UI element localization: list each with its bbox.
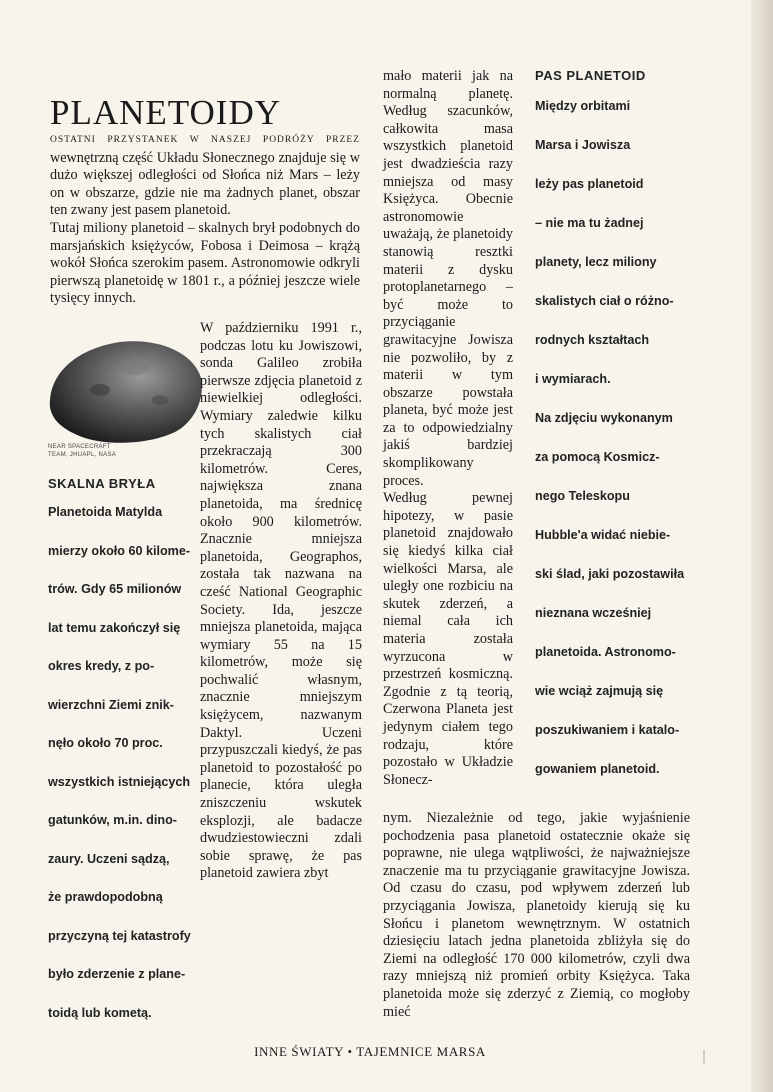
left-sidebar — [48, 476, 191, 1044]
right-sidebar-line: gowaniem planetoid. — [535, 762, 660, 776]
left-sidebar-line: toidą lub kometą. — [48, 1005, 152, 1020]
asteroid-photo — [40, 330, 208, 450]
right-sidebar-line: leży pas planetoid — [535, 177, 644, 191]
left-sidebar-line: trów. Gdy 65 milionów — [48, 582, 182, 596]
right-sidebar — [535, 68, 684, 801]
left-sidebar-line: że prawdopodobną — [48, 890, 163, 904]
column-2-text: W październiku 1991 r., podczas lotu ku Jowiszowi, sonda Galileo zrobiła pierwsze zdjęcia planetoid z niewielkiej odległości. Wymiary zaledwie kilku tych skalistych ciał przekraczają 300 kilometrów. Ceres, największa znana planetoida, ma średnicę około 900 kilometrów. Znacznie mniejsza planetoida, Geographos, została tak nazwana na cześć National Geographic Society. Ida, jeszcze mniejsza planetoida, mająca wymiary 55 na 15 kilometrów, może się pochwalić własnym, znacznie mniejszym księżycem, nazwanym Daktyl. Uczeni przypuszczali kiedyś, że pas planetoid to pozostałość po planecie, która uległa zniszczeniu wskutek eksplozji, ale badacze dwudziestowieczni zdali sobie sprawę, że pas planetoid zawiera zbyt — [200, 320, 362, 882]
lead-smallcaps: OSTATNI PRZYSTANEK W NASZEJ PODRÓŻY PRZEZ — [50, 135, 360, 145]
right-sidebar-line: nieznana wcześniej — [535, 606, 652, 620]
left-sidebar-line: gatunków, m.in. dino- — [48, 813, 177, 827]
page-mark — [703, 1050, 705, 1064]
left-sidebar-line: było zderzenie z plane- — [48, 967, 186, 981]
right-sidebar-line: Na zdjęciu wykonanym — [535, 411, 673, 425]
left-sidebar-line: przyczyną tej katastrofy — [48, 928, 191, 943]
right-sidebar-line: Marsa i Jowisza — [535, 138, 631, 152]
right-sidebar-line: i wymiarach. — [535, 372, 611, 386]
right-sidebar-line: wie wciąż zajmują się — [535, 684, 664, 698]
lead-body-2: Tutaj miliony planetoid – skalnych brył podobnych do marsjańskich księżyców, Fobosa i Deimosa – krążą wokół Słońca szerokim pasem. Astronomowie odkryli pierwszą planetoidę w 1801 r., a później jeszcze wiele tysięcy innych. — [50, 219, 360, 307]
col3-para-1: mało materii jak na normalną planetę. Według szacunków, całkowita masa wszystkich planetoid jest dwadzieścia razy mniejsza od masy Księżyca. Obecnie astronomowie uważają, że planetoidy stanowią resztki materii z dysku protoplanetarnego – być może to przyciąganie grawitacyjne Jowisza nie pozwoliło, by z materii w tym obszarze powstała planeta, być może jest za to odpowiedzialny jakiś bardziej skomplikowany proces. — [383, 68, 513, 489]
left-sidebar-line: Planetoida Matylda — [48, 505, 163, 519]
right-sidebar-line: Między orbitami — [535, 99, 631, 113]
right-sidebar-line: rodnych kształtach — [535, 333, 650, 347]
left-sidebar-line: mierzy około 60 kilome- — [48, 543, 191, 558]
left-sidebar-line: wierzchni Ziemi znik- — [48, 697, 174, 712]
lead-paragraph — [50, 130, 360, 308]
bottom-paragraph: nym. Niezależnie od tego, jakie wyjaśnienie pochodzenia pasa planetoid ostatecznie okaże się poprawne, nie ulega wątpliwości, że najważniejsze znaczenie ma tu przyciąganie grawitacyjne Jowisza. Od czasu do czasu, pod wpływem zderzeń lub przyciągania Jowisza, planetoidy kierują się ku Słońcu i planetom wewnętrznym. W ostatnich dziesięciu latach jedna planetoida zbliżyła się do Ziemi na odległość 170 000 kilometrów, czyli dwa razy mniejszą niż promień orbity Księżyca. Taka planetoida może się zderzyć z Ziemią, co mogłoby mieć — [383, 810, 690, 1020]
right-sidebar-line: skalistych ciał o różno- — [535, 294, 674, 308]
page-edge — [751, 0, 773, 1092]
left-sidebar-line: zaury. Uczeni sądzą, — [48, 851, 170, 866]
right-sidebar-line: – nie ma tu żadnej — [535, 216, 644, 230]
right-sidebar-line: planetoida. Astronomo- — [535, 645, 676, 659]
column-3-text — [383, 68, 513, 789]
right-sidebar-heading: PAS PLANETOID — [535, 68, 646, 83]
right-sidebar-line: nego Teleskopu — [535, 489, 630, 503]
right-sidebar-line: Hubble'a widać niebie- — [535, 528, 671, 542]
page-title: PLANETOIDY — [50, 93, 282, 133]
col3-para-2: Według pewnej hipotezy, w pasie planetoid znajdowało się kiedyś kilka ciał wielkości Marsa, ale uległy one rozbiciu na skutek zderzeń, a niemal cała ich materia została wyrzucona w przestrzeń kosmiczną. Zgodnie z tą teorią, Czerwona Planeta jest jedynym ciałem tego rodzaju, które pozostało w Układzie Słonecz- — [383, 490, 513, 788]
left-sidebar-line: lat temu zakończył się — [48, 620, 181, 635]
right-sidebar-line: za pomocą Kosmicz- — [535, 450, 660, 464]
photo-credit: NEAR SPACECRAFT TEAM, JHUAPL, NASA — [48, 444, 117, 458]
right-sidebar-line: planety, lecz miliony — [535, 255, 657, 269]
left-sidebar-heading: SKALNA BRYŁA — [48, 476, 156, 491]
right-sidebar-line: poszukiwaniem i katalo- — [535, 723, 680, 737]
left-sidebar-line: wszystkich istniejących — [48, 774, 191, 789]
page-footer: INNE ŚWIATY • TAJEMNICE MARSA — [254, 1044, 486, 1059]
right-sidebar-line: ski ślad, jaki pozostawiła — [535, 567, 685, 581]
left-sidebar-line: okres kredy, z po- — [48, 659, 155, 673]
lead-body: wewnętrzną część Układu Słonecznego znajduje się w dużo większej odległości od Słońca niż Mars – leży on w obszarze, gdzie nie ma żadnych planet, obszar ten zwany jest pasem planetoid. — [50, 149, 360, 219]
left-sidebar-line: nęło około 70 proc. — [48, 736, 163, 750]
